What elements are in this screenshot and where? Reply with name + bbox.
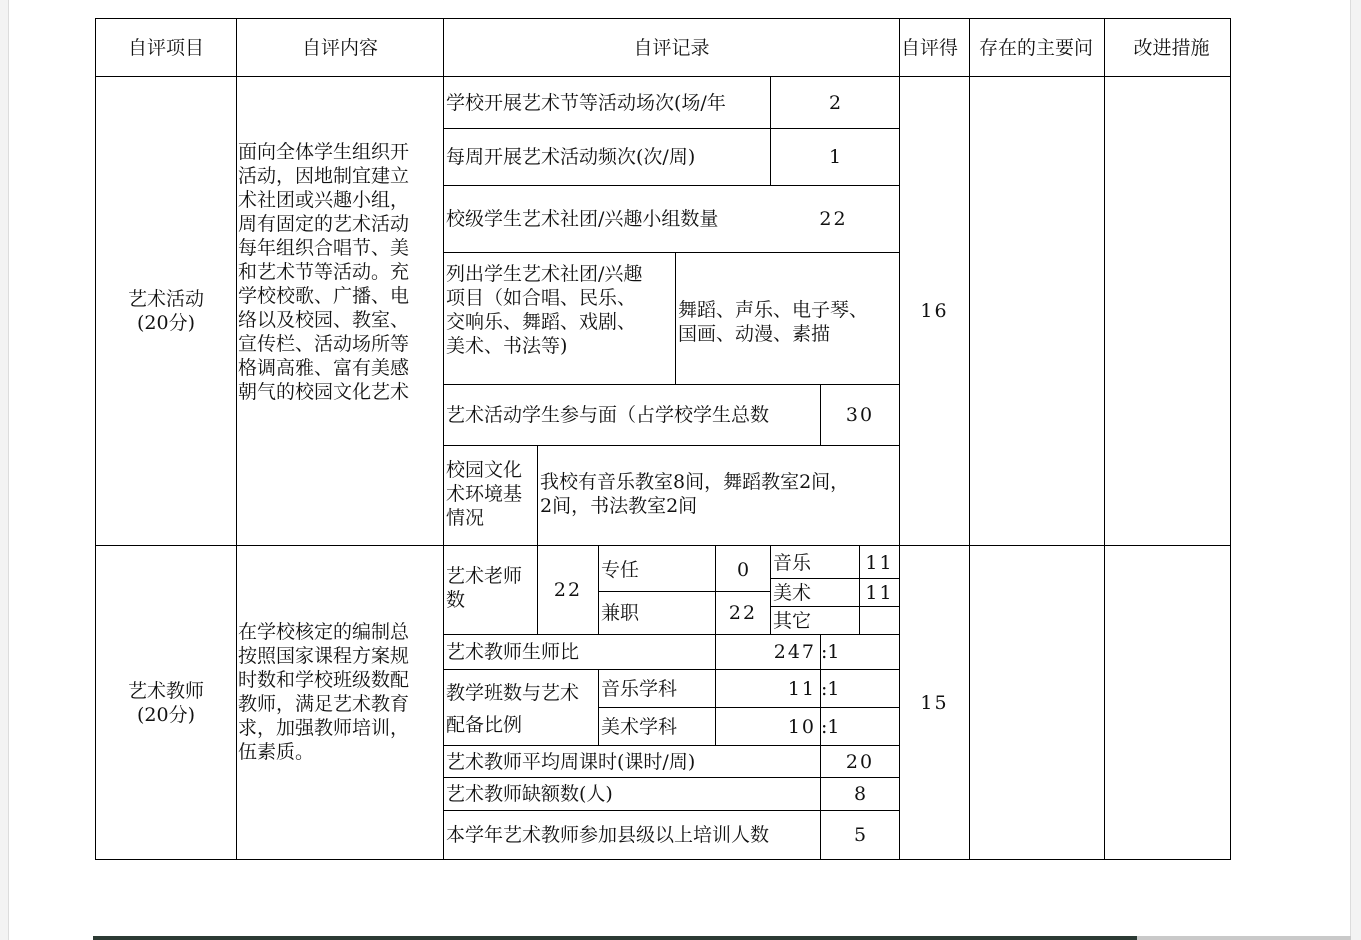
environment-value: 我校有音乐教室8间，舞蹈教室2间， 2间，书法教室2间 — [540, 471, 850, 517]
section-item-art-activity: 艺术活动 (20分) — [127, 288, 204, 334]
teacher-count-total: 22 — [553, 579, 583, 601]
student-teacher-ratio-label: 艺术教师生师比 — [446, 641, 580, 663]
page-edge-left — [0, 0, 9, 940]
header-measures: 改进措施 — [1133, 36, 1210, 59]
table-border-bottom — [95, 859, 1231, 860]
s1-line — [443, 445, 899, 446]
music-teacher-value: 11 — [865, 551, 894, 574]
scrollbar-track — [1137, 936, 1351, 940]
section-content-art-teacher: 在学校核定的编制总 按照国家课程方案规 时数和学校班级数配 教师，满足艺术教育 求，加强教师培训， 伍素质。 — [238, 621, 410, 763]
art-teacher-label: 美术 — [773, 581, 812, 604]
club-count-value: 22 — [819, 208, 848, 230]
header-problems: 存在的主要问 — [979, 36, 1094, 59]
parttime-value: 22 — [728, 602, 758, 624]
weekly-hours-label: 艺术教师平均周课时(课时/周) — [446, 750, 696, 773]
club-count-label: 校级学生艺术社团/兴趣小组数量 — [446, 208, 719, 230]
festival-count-label: 学校开展艺术节等活动场次(场/年 — [446, 91, 726, 114]
music-subject-value: 11 — [787, 677, 816, 700]
training-value: 5 — [853, 824, 867, 846]
header-score: 自评得 — [901, 36, 959, 59]
weekly-frequency-value: 1 — [828, 146, 842, 168]
art-subject-value: 10 — [787, 715, 816, 738]
music-subject-label: 音乐学科 — [601, 677, 678, 700]
vacancy-value: 8 — [853, 783, 867, 805]
other-teacher-value — [860, 607, 899, 634]
fulltime-label: 专任 — [601, 559, 640, 581]
col-line-6 — [1230, 18, 1231, 860]
header-content: 自评内容 — [301, 36, 378, 59]
training-label: 本学年艺术教师参加县级以上培训人数 — [446, 824, 770, 846]
teacher-count-label: 艺术老师 数 — [446, 565, 523, 611]
festival-count-value: 2 — [828, 91, 842, 114]
measures-cell-art-teacher[interactable] — [1105, 546, 1230, 859]
problems-cell-art-teacher[interactable] — [970, 546, 1104, 859]
art-subject-label: 美术学科 — [601, 715, 678, 738]
score-art-teacher: 15 — [920, 691, 949, 714]
s1-line — [537, 446, 538, 545]
parttime-label: 兼职 — [601, 602, 640, 624]
s2-line — [598, 670, 599, 745]
art-subject-suffix: :1 — [821, 715, 840, 738]
header-record: 自评记录 — [633, 36, 710, 59]
club-list-label: 列出学生艺术社团/兴趣 项目（如合唱、民乐、 交响乐、舞蹈、戏剧、 美术、书法等) — [446, 263, 643, 357]
participation-value: 30 — [845, 404, 875, 426]
section-item-art-teacher: 艺术教师 (20分) — [127, 679, 204, 726]
measures-cell-art-activity[interactable] — [1105, 77, 1230, 545]
student-teacher-ratio-suffix: :1 — [821, 641, 840, 663]
s2-line — [598, 546, 599, 634]
s1-line — [675, 253, 676, 384]
weekly-frequency-label: 每周开展艺术活动频次(次/周) — [446, 146, 696, 168]
score-art-activity: 16 — [920, 300, 949, 322]
vacancy-label: 艺术教师缺额数(人) — [446, 783, 613, 805]
page-edge-right — [1350, 0, 1361, 940]
club-list-value: 舞蹈、声乐、电子琴、 国画、动漫、素描 — [678, 299, 869, 345]
music-teacher-label: 音乐 — [773, 551, 812, 574]
s2-line — [770, 546, 771, 634]
class-ratio-label: 教学班数与艺术 配备比例 — [446, 682, 580, 736]
music-subject-suffix: :1 — [821, 677, 840, 700]
col-line-1 — [236, 18, 237, 860]
participation-label: 艺术活动学生参与面（占学校学生总数 — [446, 404, 770, 426]
s1-line — [443, 252, 899, 253]
section-content-art-activity: 面向全体学生组织开 活动，因地制宜建立 术社团或兴趣小组， 周有固定的艺术活动 每年组织合唱节、美 和艺术节等活动。充 学校校歌、广播、电 络以及校园、教室、 宣传栏、活动场所等 格调高雅、富有美感 朝气的校园文化艺术 — [238, 141, 410, 403]
header-item: 自评项目 — [127, 36, 204, 59]
col-line-2 — [443, 18, 444, 860]
environment-label: 校园文化 术环境基 情况 — [446, 459, 523, 529]
student-teacher-ratio-value: 247 — [773, 641, 816, 663]
other-teacher-label: 其它 — [773, 609, 812, 632]
weekly-hours-value: 20 — [845, 750, 875, 773]
problems-cell-art-activity[interactable] — [970, 77, 1104, 545]
fulltime-value: 0 — [736, 559, 750, 581]
horizontal-scrollbar[interactable] — [93, 936, 1137, 940]
art-teacher-value: 11 — [865, 581, 894, 604]
